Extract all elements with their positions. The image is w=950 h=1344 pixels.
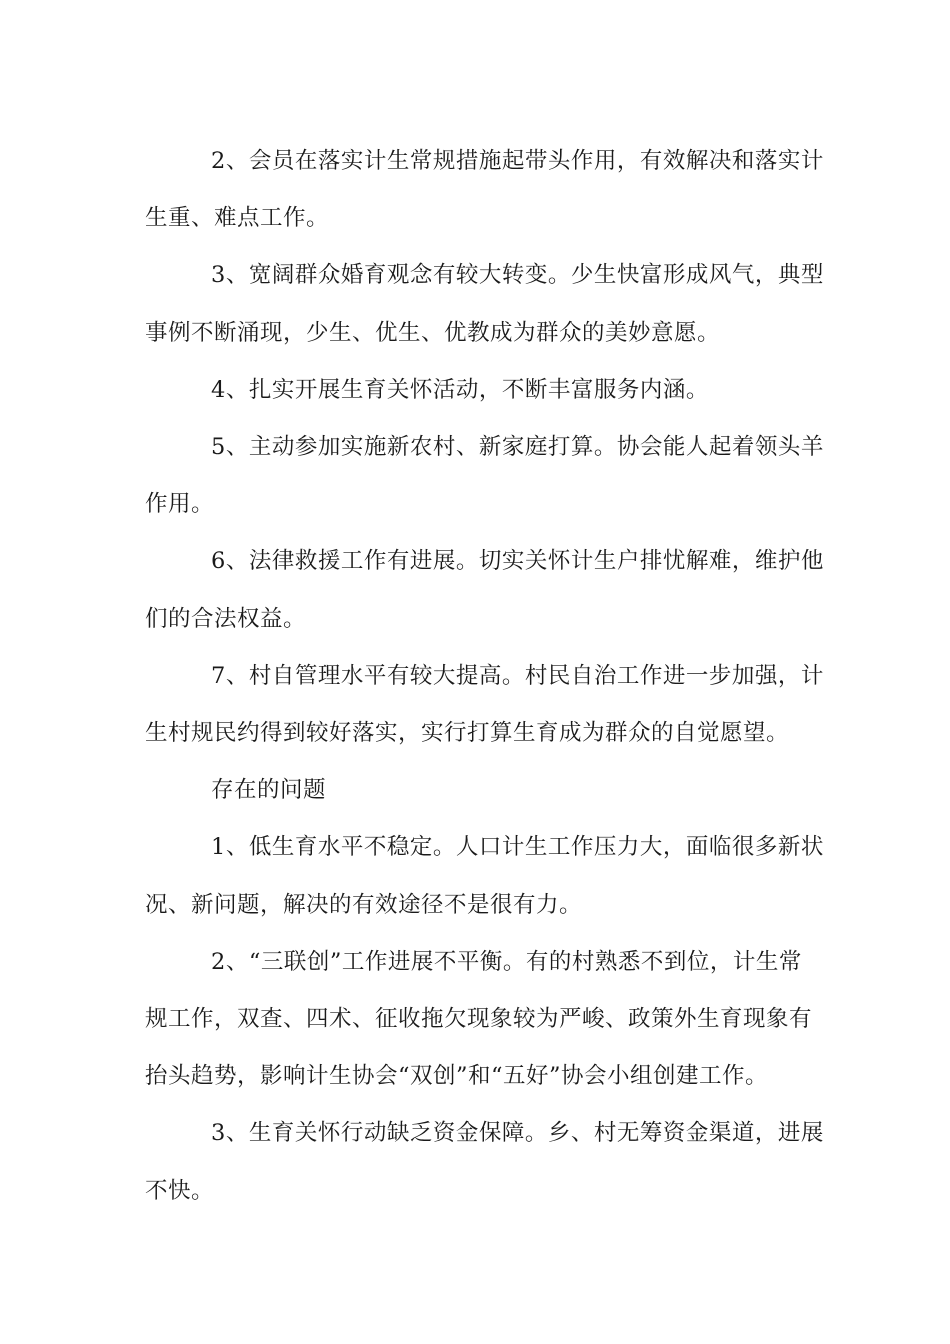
- paragraph-problem-1: [145, 819, 824, 933]
- paragraph-problem-3: [145, 1105, 824, 1219]
- paragraph-achievement-3: [145, 247, 824, 361]
- text-line: 6、法律救援工作有进展。切实关怀计生户排忧解难，维护他: [211, 548, 824, 575]
- paragraph-achievement-6: [145, 533, 824, 647]
- text-line: 生重、难点工作。: [145, 205, 330, 232]
- text-line: 2、会员在落实计生常规措施起带头作用，有效解决和落实计: [211, 148, 824, 174]
- document-body: [145, 133, 824, 1220]
- paragraph-problem-2: [145, 934, 815, 1106]
- paragraph-achievement-4: [145, 362, 815, 419]
- paragraph-achievement-2: [145, 133, 824, 247]
- section-heading-problems: [145, 762, 815, 819]
- text-line: 存在的问题: [211, 777, 327, 804]
- paragraph-achievement-5: [145, 419, 824, 533]
- text-line: 规工作，双查、四术、征收拖欠现象较为严峻、政策外生育现象有: [145, 1006, 813, 1033]
- text-line: 7、村自管理水平有较大提高。村民自治工作进一步加强，计: [211, 662, 824, 689]
- text-line: 事例不断涌现，少生、优生、优教成为群众的美妙意愿。: [145, 319, 721, 346]
- text-line: 5、主动参加实施新农村、新家庭打算。协会能人起着领头羊: [211, 434, 824, 461]
- text-line: 3、宽阔群众婚育观念有较大转变。少生快富形成风气，典型: [211, 262, 824, 289]
- text-line: 3、生育关怀行动缺乏资金保障。乡、村无筹资金渠道，进展: [211, 1120, 824, 1147]
- text-line: 况、新问题，解决的有效途径不是很有力。: [145, 891, 583, 918]
- text-line: 2、“三联创”工作进展不平衡。有的村熟悉不到位，计生常: [211, 948, 802, 975]
- text-line: 不快。: [145, 1177, 215, 1204]
- text-line: 们的合法权益。: [145, 605, 307, 632]
- text-line: 抬头趋势，影响计生协会“双创”和“五好”协会小组创建工作。: [145, 1063, 769, 1090]
- paragraph-achievement-7: [145, 648, 824, 762]
- text-line: 作用。: [145, 491, 215, 518]
- text-line: 1、低生育水平不稳定。人口计生工作压力大，面临很多新状: [211, 834, 824, 861]
- text-line: 4、扎实开展生育关怀活动，不断丰富服务内涵。: [211, 376, 709, 403]
- text-line: 生村规民约得到较好落实，实行打算生育成为群众的自觉愿望。: [145, 720, 790, 747]
